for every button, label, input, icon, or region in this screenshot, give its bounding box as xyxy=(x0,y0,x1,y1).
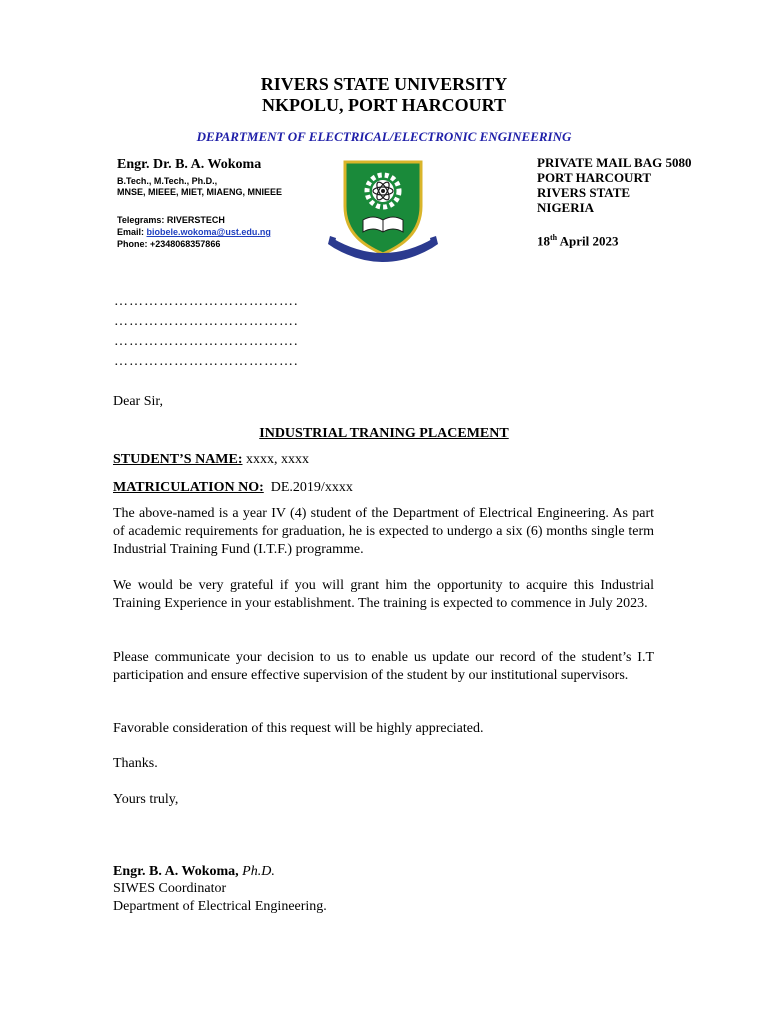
university-name: RIVERS STATE UNIVERSITY xyxy=(260,74,508,94)
signatory-role: SIWES Coordinator xyxy=(113,881,227,896)
date-suffix: th xyxy=(550,233,558,242)
subject-text: INDUSTRIAL TRANING PLACEMENT xyxy=(259,426,509,441)
department-title: DEPARTMENT OF ELECTRICAL/ELECTRONIC ENGINEERING xyxy=(196,129,572,144)
subject-line xyxy=(0,426,768,442)
recipient-line-2: ………………………………. xyxy=(114,314,299,329)
paragraph-2: We would be very grateful if you will grant him the opportunity to acquire this Industrial Training Experience in your establishment. The training is expected to commence in July 2023. xyxy=(113,578,654,611)
thanks-line: Thanks. xyxy=(113,756,158,771)
recipient-line-1: ………………………………. xyxy=(114,294,299,309)
student-name-row xyxy=(113,451,654,469)
paragraph-4: Favorable consideration of this request will be highly appreciated. xyxy=(113,721,484,736)
signatory-name xyxy=(113,863,654,881)
sender-name: Engr. Dr. B. A. Wokoma xyxy=(117,157,262,172)
paragraph-3: Please communicate your decision to us to enable us update our record of the student’s I.T participation and ensure effective supervision of the student by our institutional supervisors. xyxy=(113,650,654,683)
sender-degrees: B.Tech., M.Tech., Ph.D., xyxy=(117,176,218,186)
date-day: 18 xyxy=(537,233,550,249)
university-location: NKPOLU, PORT HARCOURT xyxy=(262,95,506,115)
university-crest xyxy=(328,156,438,266)
sender-telegrams: Telegrams: RIVERSTECH xyxy=(117,215,225,225)
address-line-4: NIGERIA xyxy=(537,200,595,215)
sender-email-link[interactable]: biobele.wokoma@ust.edu.ng xyxy=(146,227,271,237)
signatory-title-suffix: Ph.D. xyxy=(238,864,275,879)
letter-date xyxy=(537,230,619,248)
sender-email-line xyxy=(117,227,271,238)
student-name-label: STUDENT’S NAME: xyxy=(113,452,243,467)
sender-email-label: Email: xyxy=(117,227,145,237)
date-month-year: April 2023 xyxy=(557,233,619,249)
address-line-2: PORT HARCOURT xyxy=(537,170,652,185)
salutation: Dear Sir, xyxy=(113,394,163,409)
paragraph-1: The above-named is a year IV (4) student of the Department of Electrical Engineering. As part of academic requirements for graduation, he is expected to undergo a six (6) months single term Industrial Training Fund (I.T.F.) programme. xyxy=(113,506,654,557)
crest-icon xyxy=(328,156,438,266)
signatory-department: Department of Electrical Engineering. xyxy=(113,899,327,914)
matric-label: MATRICULATION NO: xyxy=(113,480,264,495)
recipient-line-4: ………………………………. xyxy=(114,354,299,369)
student-name-value: xxxx, xxxx xyxy=(242,452,310,467)
recipient-line-3: ………………………………. xyxy=(114,334,299,349)
sender-memberships: MNSE, MIEEE, MIET, MIAENG, MNIEEE xyxy=(117,187,283,197)
address-line-1: PRIVATE MAIL BAG 5080 xyxy=(537,155,692,170)
sender-phone: Phone: +2348068357866 xyxy=(117,239,221,249)
signatory-name-text: Engr. B. A. Wokoma, xyxy=(113,864,239,879)
matric-row xyxy=(113,479,654,497)
matric-value: DE.2019/xxxx xyxy=(263,480,353,495)
closing-line: Yours truly, xyxy=(113,792,179,807)
address-line-3: RIVERS STATE xyxy=(537,185,631,200)
